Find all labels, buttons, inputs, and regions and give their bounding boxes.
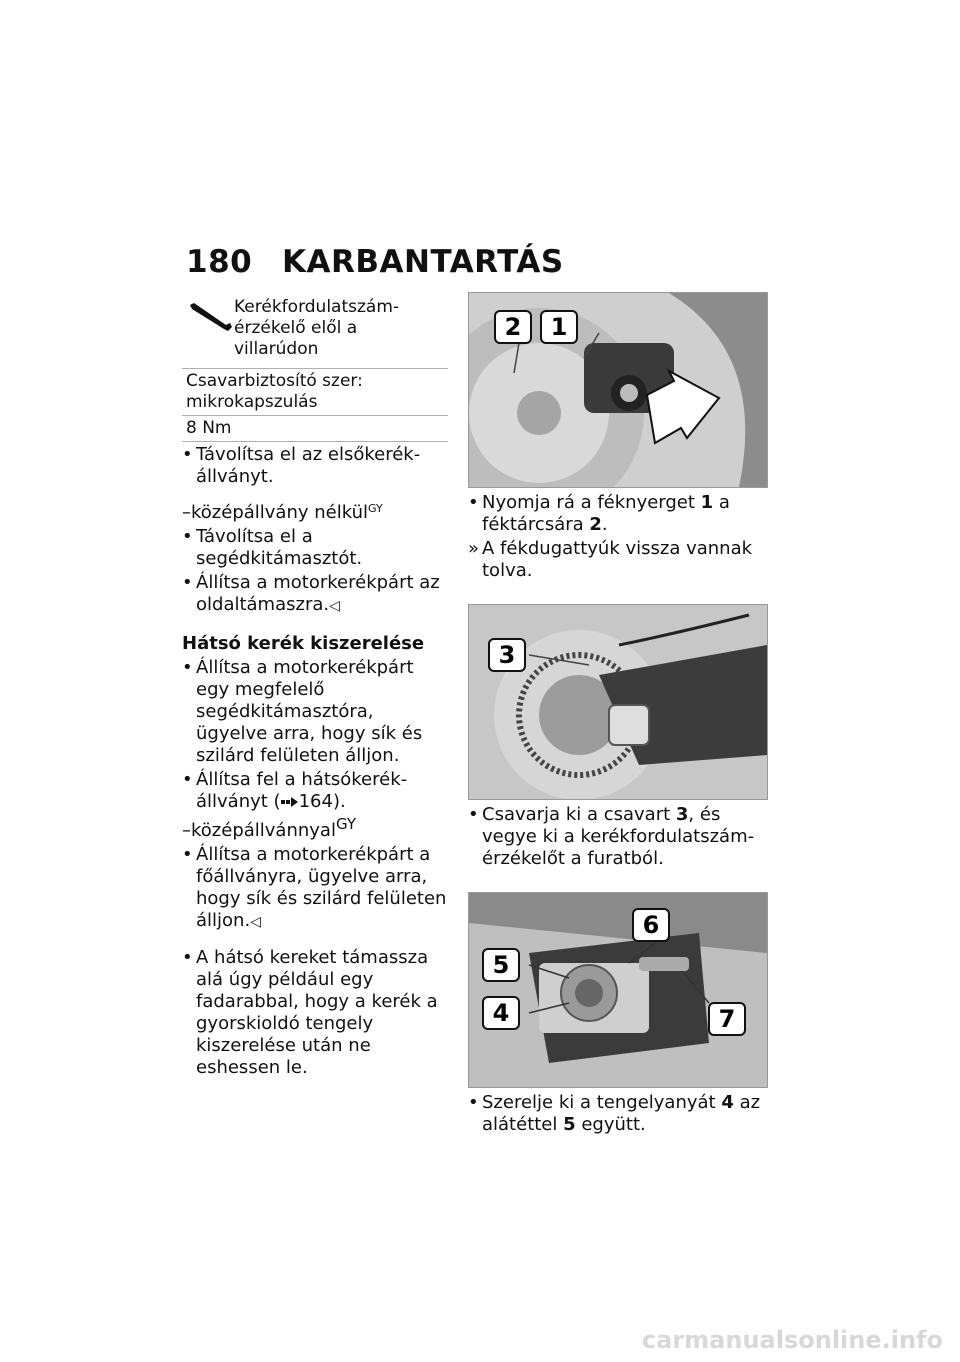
photo-label: 6 [642,911,660,939]
svg-text:carmanualsonline.info: carmanualsonline.info [641,1326,943,1354]
spec-row: Csavarbiztosító szer: mikrokapszulás [182,369,448,416]
end-mark: ◁ [329,598,340,614]
list-item: • A hátsó kereket támassza alá úgy például egy fadarabbal, hogy a kerék a gyorskioldó tengely kiszerelése után ne eshessen le. [182,947,438,1078]
condition-line: –középállvány nélkül$^{GY}$ [182,502,383,523]
photo-label: 3 [498,641,516,669]
left-column [182,295,448,1079]
page-ref-arrow-icon [281,796,299,808]
result-item: » A fékdugattyúk vissza vannak tolva. [468,538,753,581]
photo-label: 7 [718,1005,736,1033]
brake-caliper-photo [468,292,768,488]
photo-label: 4 [492,999,510,1027]
spec-table [182,295,448,442]
section-title: KARBANTARTÁS [282,244,564,280]
axle-nut-photo [468,892,768,1088]
spec-heading: Kerékfordulatszám-érzékelő elől a villarúdon [234,297,400,359]
list-item: • Távolítsa el a segédkitámasztót. [182,526,363,569]
list-item: • Csavarja ki a csavart 3, és vegye ki a kerékfordulatszám-érzékelőt a furatból. [468,804,755,869]
page-header [186,244,564,280]
photo-label: 2 [504,313,522,341]
page-number: 180 [186,244,253,280]
watermark-logo [640,1320,950,1360]
photo-label: 5 [492,951,510,979]
list-item: • Szerelje ki a tengelyanyát 4 az alátéttel 5 együtt. [468,1092,761,1135]
end-mark: ◁ [250,914,261,930]
list-item: • Állítsa fel a hátsókerék-állványt ( 164). [182,769,408,812]
list-item: • Állítsa a motorkerékpárt egy megfelelő segédkitámasztóra, ügyelve arra, hogy sík és szilárd felületen álljon. [182,657,423,766]
photo-label: 1 [550,313,568,341]
subsection-heading: Hátsó kerék kiszerelése [182,633,425,654]
list-item: • Nyomja rá a féknyerget 1 a féktárcsára 2. [468,492,730,535]
list-item: • Távolítsa el az elsőkerék-állványt. [182,444,421,487]
wrench-icon [186,297,234,337]
right-column [468,292,766,1136]
list-item: • Állítsa a motorkerékpárt az oldaltámaszra.◁ [182,572,440,615]
list-item: • Állítsa a motorkerékpárt a főállványra, ügyelve arra, hogy sík és szilárd felületen álljon.◁ [182,844,447,931]
spec-row: 8 Nm [182,416,448,442]
condition-line: –középállvánnyal$^{GY}$ [182,815,357,841]
wheel-speed-sensor-photo [468,604,768,800]
page-ref[interactable]: 164 [298,791,333,812]
